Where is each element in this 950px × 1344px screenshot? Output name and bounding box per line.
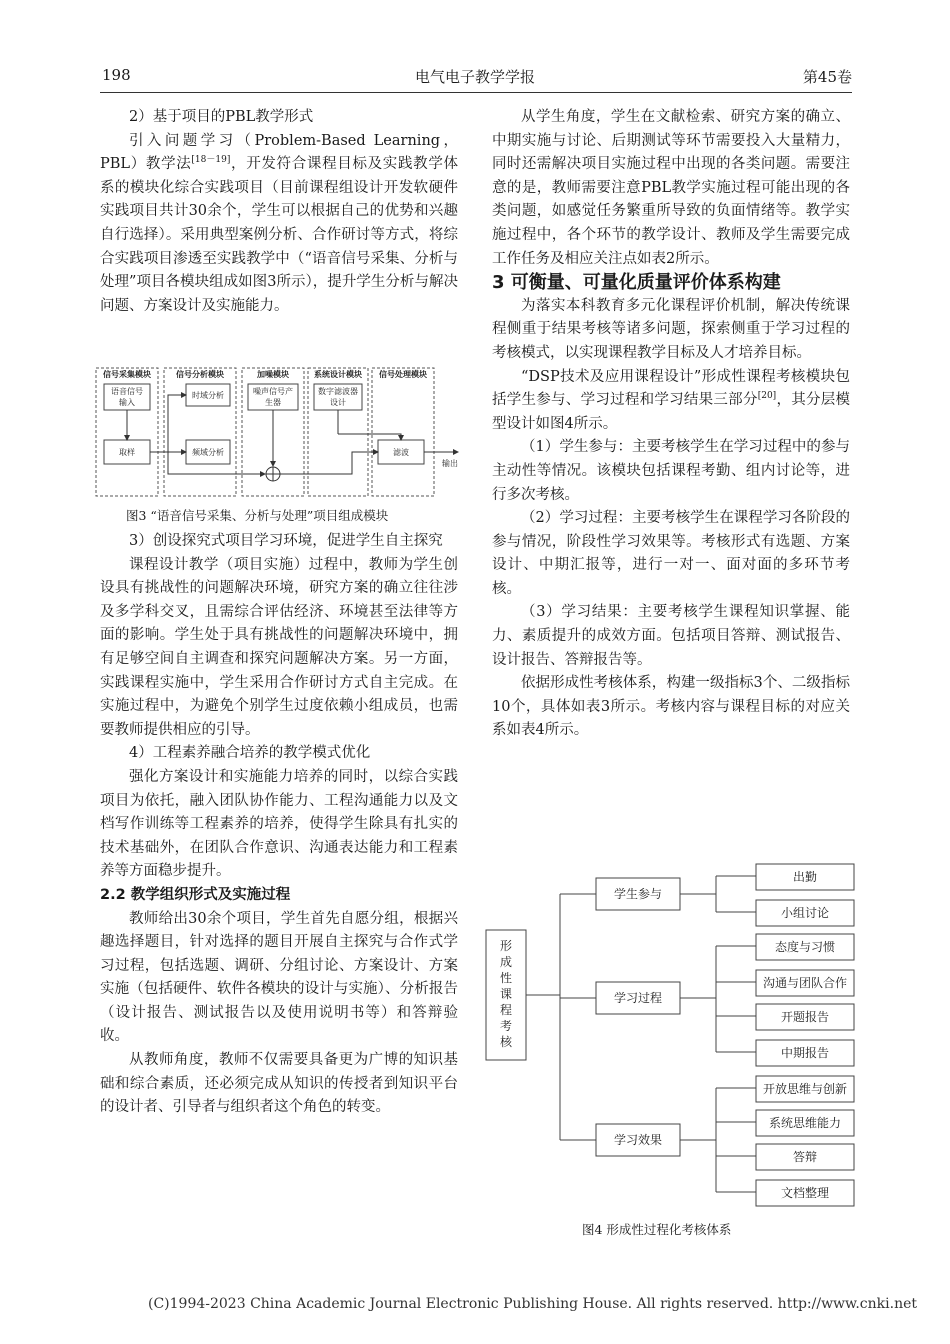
leaf-label-innovation: 开放思维与创新 [762,1082,848,1096]
text-voice-input-1: 语音信号 [111,387,143,396]
group-label-result: 学习效果 [613,1133,663,1147]
leaf-label-teamwork: 沟通与团队合作 [762,976,848,990]
paragraph-eng: 强化方案设计和实施能力培养的同时，以综合实践项目为依托，融入团队协作能力、工程沟通能力以及文档写作训练等工程素养的培养，使得学生除具有扎实的技术基础外，在团队合作意识、沟通表达能力和工程素养等方面稳步提升。 [100,768,458,880]
paragraph-index: 依据形成性考核体系，构建一级指标3个、二级指标10个，具体如表3所示。考核内容与课程目标的对应关系如表4所示。 [492,675,850,739]
citation-18-19: [18－19] [191,155,231,166]
group-label-participation: 学生参与 [613,887,663,901]
group-label-process: 学习过程 [613,991,663,1005]
heading-env: 3）创设探究式项目学习环境，促进学生自主探究 [129,533,443,549]
figure-3-diagram [92,364,462,500]
text-output: 输出 [442,459,458,468]
leaf-label-systems-thinking: 系统思维能力 [768,1116,842,1130]
figure-4-caption: 图4 形成性过程化考核体系 [582,1222,732,1237]
text-voice-input-2: 输入 [119,398,135,407]
module-label-processing: 信号处理模块 [379,370,427,379]
module-label-analysis: 信号分析模块 [176,370,224,379]
pbl-text-b: ，开发符合课程目标及实践教学体系的模块化综合实践项目（目前课程组设计开发软硬件实践项目共计30余个，学生可以根据自己的优势和兴趣自行选择）。采用典型案例分析、合作研讨等方式，将综合实践项目渗透至实践教学中（“语音信号采集、分析与处理”项目各模块组成如图3所示），提升学生分析与解决问题、方案设计及实施能力。 [100,156,458,314]
text-freq-analysis: 频域分析 [192,448,224,457]
paragraph-pbl [100,130,458,319]
root-label: 形成性课程考核 [499,939,513,1049]
dsp-text-b: ，其分层模型设计如图4所示。 [492,392,851,432]
module-label-noise: 加噪模块 [257,370,289,379]
figure-3-caption: 图3 “语音信号采集、分析与处理”项目组成模块 [126,508,389,523]
leaf-label-attendance: 出勤 [792,870,818,884]
header-rule [100,92,852,93]
heading-pbl: 2）基于项目的PBL教学形式 [129,109,314,125]
dsp-text-a: “DSP技术及应用课程设计”形成性课程考核模块包括学生参与、学习过程和学习结果三部分 [492,368,850,409]
right-column [492,106,850,743]
text-time-analysis: 时域分析 [192,391,224,400]
paragraph-env: 课程设计教学（项目实施）过程中，教师为学生创设具有挑战性的问题解决环境，研究方案的确立往往涉及多学科交叉，且需综合评估经济、环境甚至法律等方面的影响。学生处于具有挑战性的问题解决环境中，拥有足够空间自主调查和探究问题解决方案。另一方面，实践课程实施中，学生采用合作研讨方式自主完成。在实施过程中，为避免个别学生过度依赖小组成员，也需要教师提供相应的引导。 [100,556,458,738]
text-noise-gen-1: 噪声信号产 [253,387,293,396]
module-label-acquisition: 信号采集模块 [103,370,151,379]
text-noise-gen-2: 生器 [265,398,281,407]
leaf-label-proposal: 开题报告 [780,1010,830,1024]
left-column-bottom [100,530,458,1120]
leaf-label-midterm: 中期报告 [780,1046,830,1060]
paragraph-org: 教师给出30余个项目，学生首先自愿分组，根据兴趣选择题目，针对选择的题目开展自主探究与合作式学习过程，包括选题、调研、分组讨论、方案设计、方案实施（包括硬件、软件各模块的设计与实施）、分析报告（设计报告、测试报告以及使用说明书等）和答辩验收。 [100,910,458,1045]
paragraph-student: 从学生角度，学生在文献检索、研究方案的确立、中期实施与讨论、后期测试等环节需要投入大量精力，同时还需解决项目实施过程中出现的各类问题。需要注意的是，教师需要注意PBL教学实施过程可能出现的各类问题，如感觉任务繁重所导致的负面情绪等。教学实施过程中，各个环节的教学设计、教师及学生需要完成工作任务及相应关注点如表2所示。 [492,109,850,267]
page-number: 198 [102,66,131,84]
paragraph-item-1: （1）学生参与：主要考核学生在学习过程中的参与主动性等情况。该模块包括课程考勤、组内讨论等，进行多次考核。 [492,439,850,503]
journal-title: 电气电子教学学报 [414,68,535,86]
citation-20: [20] [757,391,777,402]
leaf-label-defense: 答辩 [792,1150,818,1164]
heading-eng: 4）工程素养融合培养的教学模式优化 [129,745,371,762]
section-2-2-heading: 2.2 教学组织形式及实施过程 [100,886,291,903]
paragraph-dsp [492,366,850,437]
section-3-heading: 3 可衡量、可量化质量评价体系构建 [492,272,781,294]
module-label-design: 系统设计模块 [314,370,362,379]
text-filtering: 滤波 [393,448,409,457]
text-filter-design-2: 设计 [330,398,346,407]
pbl-text-a: 引入问题学习（Problem-Based Learning，PBL）教学法 [100,132,458,173]
paragraph-teacher: 从教师角度，教师不仅需要具备更为广博的知识基础和综合素质，还必须完成从知识的传授者到知识平台的设计者、引导者与组织者这个角色的转变。 [100,1052,458,1116]
leaf-label-attitude: 态度与习惯 [774,940,836,954]
figure-4-diagram [480,858,860,1218]
leaf-label-group-discussion: 小组讨论 [780,906,830,920]
text-filter-design-1: 数字滤波器 [318,387,358,396]
text-sampling: 取样 [119,448,135,457]
copyright-footer: (C)1994-2023 China Academic Journal Electronic Publishing House. All rights reserved. http://www.cnki.net [148,1296,918,1312]
paragraph-item-2: （2）学习过程：主要考核学生在课程学习各阶段的参与情况，阶段性学习效果等。考核形式有选题、方案设计、中期汇报等，进行一对一、面对面的多环节考核。 [492,510,850,597]
left-column-top [100,106,458,318]
leaf-label-documentation: 文档整理 [780,1186,830,1200]
volume-label: 第45卷 [802,68,852,86]
paragraph-intro: 为落实本科教育多元化课程评价机制，解决传统课程侧重于结果考核等诸多问题，探索侧重于学习过程的考核模式，以实现课程教学目标及人才培养目标。 [492,297,850,361]
module-frame-processing [372,368,434,496]
paragraph-item-3: （3）学习结果：主要考核学生课程知识掌握、能力、素质提升的成效方面。包括项目答辩、测试报告、设计报告、答辩报告等。 [492,604,850,668]
